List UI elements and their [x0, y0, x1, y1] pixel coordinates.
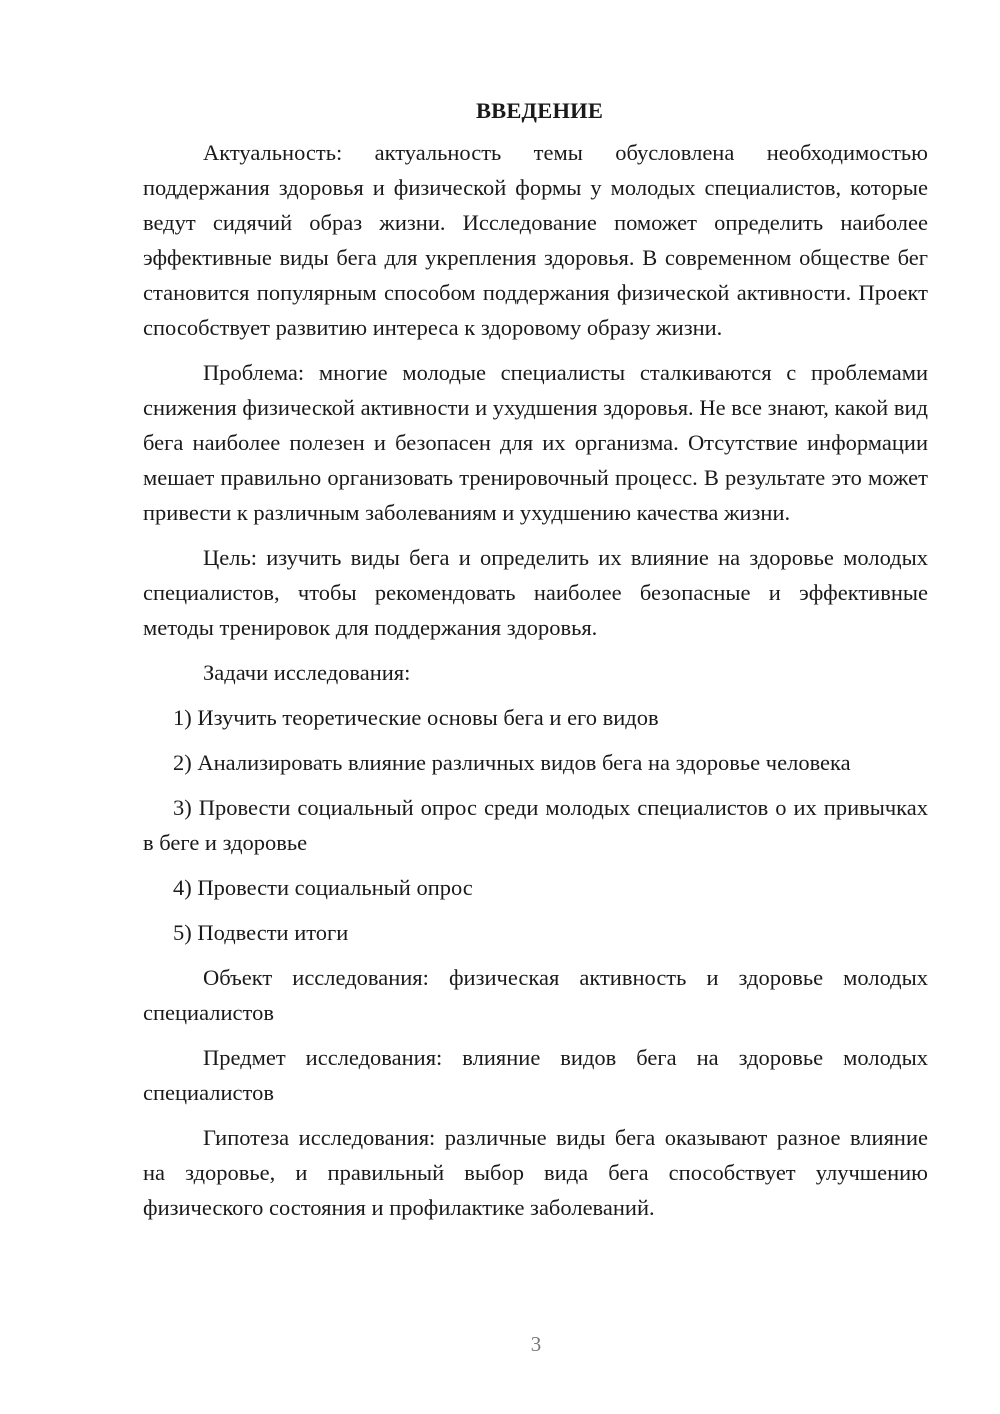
- list-item: 1) Изучить теоретические основы бега и его видов: [173, 705, 659, 730]
- goal-paragraph: Цель: изучить виды бега и определить их влияние на здоровье молодых специалистов, чтобы рекомендовать наиболее безопасные и эффективные методы тренировок для поддержания здоровья.: [143, 545, 928, 640]
- problem-paragraph: Проблема: многие молодые специалисты сталкиваются с проблемами снижения физической активности и ухудшения здоровья. Не все знают, какой вид бега наиболее полезен и безопасен для их организма. Отсутствие информации мешает правильно организовать тренировочный процесс. В результате это может привести к различным заболеваниям и ухудшению качества жизни.: [143, 360, 928, 525]
- hypothesis-paragraph: Гипотеза исследования: различные виды бега оказывают разное влияние на здоровье, и правильный выбор вида бега способствует улучшению физического состояния и профилактике заболеваний.: [143, 1125, 928, 1220]
- subject-paragraph: Предмет исследования: влияние видов бега на здоровье молодых специалистов: [143, 1045, 928, 1105]
- relevance-paragraph: Актуальность: актуальность темы обусловлена необходимостью поддержания здоровья и физической формы у молодых специалистов, которые ведут сидячий образ жизни. Исследование поможет определить наиболее эффективные виды бега для укрепления здоровья. В современном обществе бег становится популярным способом поддержания физической активности. Проект способствует развитию интереса к здоровому образу жизни.: [143, 140, 928, 340]
- page-title: ВВЕДЕНИЕ: [475, 98, 604, 123]
- tasks-list: [143, 700, 928, 950]
- tasks-heading: Задачи исследования:: [203, 660, 411, 685]
- list-item: 3) Провести социальный опрос среди молодых специалистов о их привычках в беге и здоровье: [143, 795, 928, 855]
- object-paragraph: Объект исследования: физическая активность и здоровье молодых специалистов: [143, 965, 928, 1025]
- list-item: 5) Подвести итоги: [173, 920, 349, 945]
- page-content: [143, 93, 928, 1225]
- list-item: 4) Провести социальный опрос: [173, 875, 473, 900]
- list-item: 2) Анализировать влияние различных видов бега на здоровье человека: [173, 750, 851, 775]
- page-number: 3: [530, 1332, 542, 1356]
